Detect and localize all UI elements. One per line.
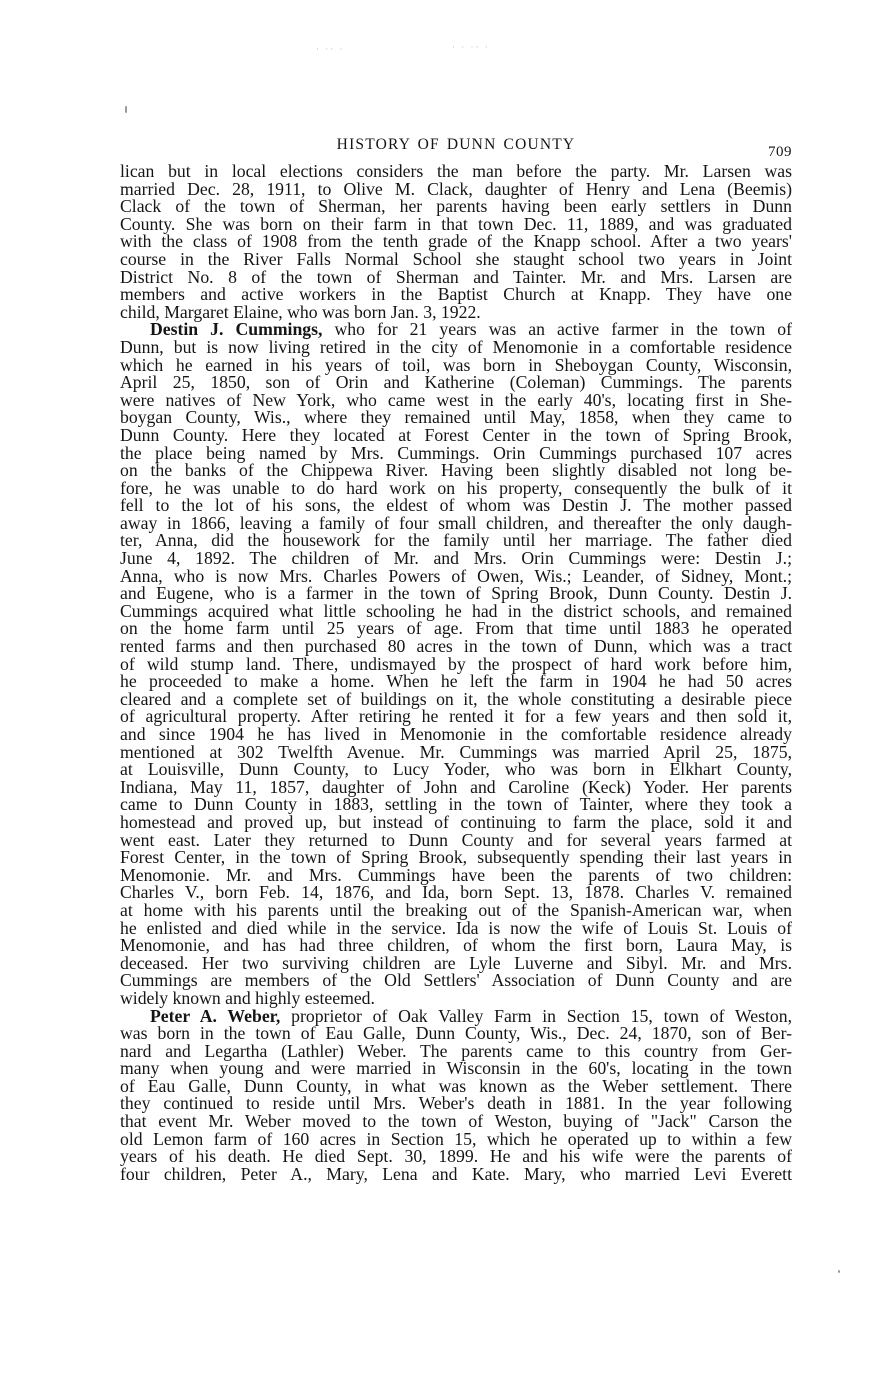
text-line: members and active workers in the Baptist Church at Knapp. They have one [120,284,792,305]
text-line: homestead and proved up, but instead of continuing to farm the place, sold it and [120,811,792,832]
text-line: June 4, 1892. The children of Mr. and Mrs. Orin Cummings were: Destin J.; [120,548,792,569]
scan-smudge: · ·· · [316,44,345,54]
text-line: Anna, who is now Mrs. Charles Powers of Owen, Wis.; Leander, of Sidney, Mont.; [120,565,792,586]
body-text [120,163,792,1183]
text-line: went east. Later they returned to Dunn County and for several years farmed at [120,829,792,850]
text-line: on the banks of the Chippewa River. Having been slightly disabled not long be- [120,460,792,481]
text-line: Menomonie. Mr. and Mrs. Cummings have been the parents of two children: [120,864,792,885]
text-line: years of his death. He died Sept. 30, 1899. He and his wife were the parents of [120,1146,792,1167]
text-line: District No. 8 of the town of Sherman and Tainter. Mr. and Mrs. Larsen are [120,266,792,287]
text-line: Forest Center, in the town of Spring Brook, subsequently spending their last years in [120,847,792,868]
text-line: on the home farm until 25 years of age. From that time until 1883 he operated [120,618,792,639]
text-line: fore, he was unable to do hard work on his property, consequently the bulk of it [120,477,792,498]
text-line: of agricultural property. After retiring he rented it for a few years and then sold it, [120,706,792,727]
text-line: of wild stump land. There, undismayed by the prospect of hard work before him, [120,653,792,674]
text-line: away in 1866, leaving a family of four small children, and thereafter the only daugh- [120,512,792,533]
text-line: deceased. Her two surviving children are Lyle Luverne and Sibyl. Mr. and Mrs. [120,952,792,973]
text-line: Indiana, May 11, 1857, daughter of John and Caroline (Keck) Yoder. Her parents [120,776,792,797]
text-line: he proceeded to make a home. When he left the farm in 1904 he had 50 acres [120,671,792,692]
text-line: were natives of New York, who came west in the early 40's, locating first in She- [120,389,792,410]
text-line: four children, Peter A., Mary, Lena and Kate. Mary, who married Levi Everett [120,1163,792,1184]
text-line: Clack of the town of Sherman, her parents having been early settlers in Dunn [120,196,792,217]
text-line: child, Margaret Elaine, who was born Jan. 3, 1922. [120,301,481,322]
text-line: at home with his parents until the breaking out of the Spanish-American war, when [120,899,792,920]
text-line: came to Dunn County in 1883, settling in the town of Tainter, where they took a [120,794,792,815]
text-line: ter, Anna, did the housework for the family until her marriage. The father died [120,530,792,551]
text-line: Dunn County. Here they located at Forest Center in the town of Spring Brook, [120,424,792,445]
text-line: married Dec. 28, 1911, to Olive M. Clack, daughter of Henry and Lena (Beemis) [120,178,792,199]
running-header [120,136,792,160]
text-line: course in the River Falls Normal School she staught school two years in Joint [120,248,792,269]
text-line: mentioned at 302 Twelfth Avenue. Mr. Cummings was married April 25, 1875, [120,741,792,762]
text-line: nard and Legartha (Lathler) Weber. The parents came to this country from Ger- [120,1040,792,1061]
text-line: old Lemon farm of 160 acres in Section 15, which he operated up to within a few [120,1128,792,1149]
text-line: Cummings are members of the Old Settlers' Association of Dunn County and are [120,970,792,991]
text-line: they continued to reside until Mrs. Weber's death in 1881. In the year following [120,1093,792,1114]
text-line: Dunn, but is now living retired in the city of Menomonie in a comfortable residence [120,336,792,357]
text-run: proprietor of Oak Valley Farm in Section 15, town of Weston, [280,1005,792,1026]
text-line: many when young and were married in Wisconsin in the 60's, locating in the town [120,1058,792,1079]
text-line: County. She was born on their farm in that town Dec. 11, 1889, and was graduated [120,213,792,234]
text-line: he enlisted and died while in the service. Ida is now the wife of Louis St. Louis of [120,917,792,938]
text-run: who for 21 years was an active farmer in the town of [322,319,792,340]
biography-name: Peter A. Weber, [150,1005,281,1026]
text-line: which he earned in his years of toil, was born in Sheboygan County, Wisconsin, [120,354,792,375]
text-line: fell to the lot of his sons, the eldest of whom was Destin J. The mother passed [120,495,792,516]
running-title: HISTORY OF DUNN COUNTY [336,136,576,153]
biography-name: Destin J. Cummings, [150,319,323,340]
scan-speck [125,106,127,113]
scan-speck [838,1270,840,1273]
text-line: Menomonie, and has had three children, of whom the first born, Laura May, is [120,935,792,956]
text-line: that event Mr. Weber moved to the town of Weston, buying of "Jack" Carson the [120,1111,792,1132]
text-line: at Louisville, Dunn County, to Lucy Yoder, who was born in Elkhart County, [120,759,792,780]
text-line: Charles V., born Feb. 14, 1876, and Ida, born Sept. 13, 1878. Charles V. remained [120,882,792,903]
text-line: April 25, 1850, son of Orin and Katherine (Coleman) Cummings. The parents [120,372,792,393]
text-line: rented farms and then purchased 80 acres in the town of Dunn, which was a tract [120,636,792,657]
text-line: the place being named by Mrs. Cummings. Orin Cummings purchased 107 acres [120,442,792,463]
text-line: was born in the town of Eau Galle, Dunn County, Wis., Dec. 24, 1870, son of Ber- [120,1023,792,1044]
text-line: boygan County, Wis., where they remained until May, 1858, when they came to [120,407,792,428]
text-line: widely known and highly esteemed. [120,987,375,1008]
text-line: Cummings acquired what little schooling he had in the district schools, and remained [120,600,792,621]
scan-smudge: · · ·· · [452,42,490,52]
page-number: 709 [768,144,792,160]
text-line: and since 1904 he has lived in Menomonie in the comfortable residence already [120,724,792,744]
text-line: cleared and a complete set of buildings on it, the whole constituting a desirable piece [120,688,792,709]
text-line: with the class of 1908 from the tenth grade of the Knapp school. After a two years' [120,231,792,252]
text-line: lican but in local elections considers the man before the party. Mr. Larsen was [120,161,792,181]
text-line: of Eau Galle, Dunn County, in what was known as the Weber settlement. There [120,1075,792,1096]
text-line: and Eugene, who is a farmer in the town of Spring Brook, Dunn County. Destin J. [120,583,792,604]
